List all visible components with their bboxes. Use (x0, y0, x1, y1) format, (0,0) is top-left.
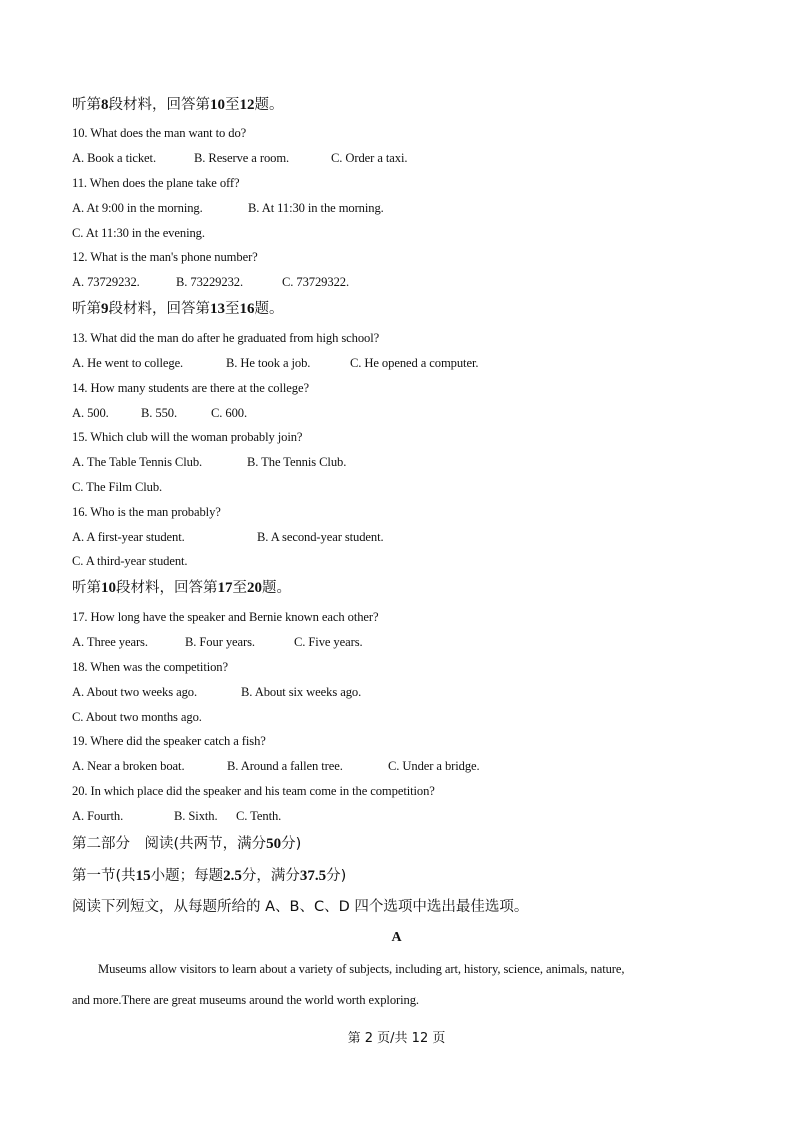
section-heading-8: 听第8段材料，回答第10至12题。 (72, 97, 284, 113)
option-c: C. Tenth. (236, 809, 282, 823)
option-b: B. 550. (141, 406, 178, 420)
options-17 (72, 634, 363, 650)
option-a: A. Fourth. (72, 809, 124, 823)
question-19: 19. Where did the speaker catch a fish? (72, 734, 266, 748)
option-a: A. The Table Tennis Club. (72, 455, 203, 469)
option-c: C. He opened a computer. (350, 356, 479, 370)
option-a: A. Three years. (72, 635, 148, 649)
passage-line-1: Museums allow visitors to learn about a variety of subjects, including art, history, science, animals, nature, (98, 962, 625, 976)
options-16 (72, 529, 384, 545)
option-c: C. Five years. (294, 635, 363, 649)
option-c: C. 73729322. (282, 275, 350, 289)
question-13: 13. What did the man do after he graduated from high school? (72, 331, 380, 345)
question-18: 18. When was the competition? (72, 660, 228, 674)
option-b: B. Around a fallen tree. (227, 759, 343, 773)
option-a: A. At 9:00 in the morning. (72, 201, 203, 215)
option-b: B. The Tennis Club. (247, 455, 347, 469)
option-a: A. 500. (72, 406, 109, 420)
options-13 (72, 355, 478, 371)
option-b: B. At 11:30 in the morning. (248, 201, 384, 215)
option-b: B. About six weeks ago. (241, 685, 362, 699)
option-b: B. Four years. (185, 635, 255, 649)
question-10: 10. What does the man want to do? (72, 126, 247, 140)
option-a: A. A first-year student. (72, 530, 185, 544)
reading-instruction: 阅读下列短文，从每题所给的 A、B、C、D 四个选项中选出最佳选项。 (72, 899, 529, 915)
section-one-heading: 第一节(共15小题；每题2.5分，满分37.5分) (72, 868, 347, 884)
options-16-c: C. A third-year student. (72, 554, 188, 568)
question-14: 14. How many students are there at the college? (72, 381, 309, 395)
options-20 (72, 808, 281, 824)
option-a: A. Book a ticket. (72, 151, 156, 165)
question-15: 15. Which club will the woman probably join? (72, 430, 303, 444)
section-heading-9: 听第9段材料，回答第13至16题。 (72, 301, 284, 317)
option-a: A. 73729232. (72, 275, 140, 289)
option-a: A. Near a broken boat. (72, 759, 185, 773)
option-b: B. Sixth. (174, 809, 218, 823)
question-11: 11. When does the plane take off? (72, 176, 240, 190)
options-19 (72, 758, 480, 774)
option-b: B. 73229232. (176, 275, 244, 289)
options-18-c: C. About two months ago. (72, 710, 202, 724)
options-18 (72, 684, 361, 700)
part-two-heading: 第二部分 阅读(共两节，满分50分) (72, 836, 302, 852)
question-12: 12. What is the man's phone number? (72, 250, 258, 264)
options-11 (72, 200, 384, 216)
options-15-c: C. The Film Club. (72, 480, 163, 494)
option-c: C. 600. (211, 406, 248, 420)
option-b: B. A second-year student. (257, 530, 384, 544)
option-c: C. Under a bridge. (388, 759, 480, 773)
option-a: A. About two weeks ago. (72, 685, 198, 699)
options-12 (72, 274, 349, 290)
question-20: 20. In which place did the speaker and his team come in the competition? (72, 784, 435, 798)
passage-label: A (391, 930, 402, 945)
option-b: B. Reserve a room. (194, 151, 290, 165)
options-10 (72, 150, 407, 166)
options-14 (72, 405, 247, 421)
question-16: 16. Who is the man probably? (72, 505, 221, 519)
option-b: B. He took a job. (226, 356, 311, 370)
section-heading-10: 听第10段材料，回答第17至20题。 (72, 580, 291, 596)
option-c: C. Order a taxi. (331, 151, 408, 165)
page-footer: 第 2 页/共 12 页 (347, 1031, 446, 1046)
passage-line-2: and more.There are great museums around the world worth exploring. (72, 993, 419, 1007)
option-a: A. He went to college. (72, 356, 184, 370)
options-15 (72, 454, 346, 470)
options-11-c: C. At 11:30 in the evening. (72, 226, 205, 240)
question-17: 17. How long have the speaker and Bernie known each other? (72, 610, 379, 624)
